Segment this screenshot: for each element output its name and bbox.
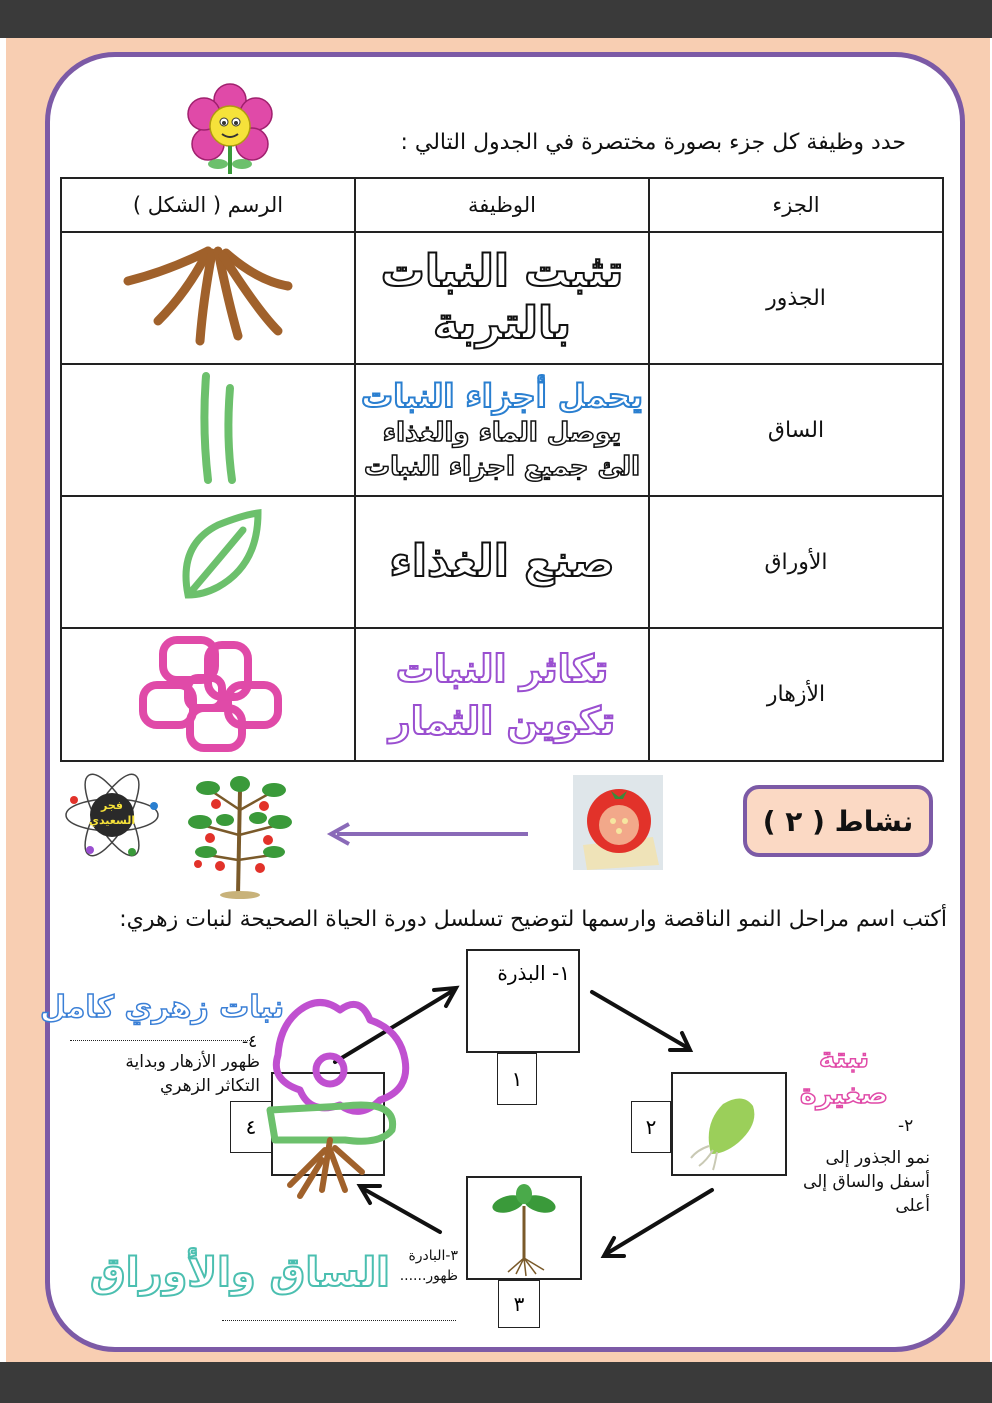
stage2-desc-line1: نمو الجذور إلى xyxy=(825,1148,930,1168)
stage3-number: ٣ xyxy=(498,1280,540,1328)
row-leaves-drawing[interactable] xyxy=(61,496,355,628)
header-drawing: الرسم ( الشكل ) xyxy=(61,178,355,232)
row-stem-part: الساق xyxy=(649,364,943,496)
row-roots-drawing[interactable] xyxy=(61,232,355,364)
table-row xyxy=(61,232,943,364)
atom-text-line1: فجر xyxy=(101,799,123,812)
atom-logo xyxy=(62,770,162,860)
seedling-icon xyxy=(468,1178,580,1278)
plant-parts-table xyxy=(60,177,944,762)
stage2-handwritten-line2: صغيرة xyxy=(799,1077,889,1110)
task-instruction: أكتب اسم مراحل النمو الناقصة وارسمها لتوضيح تسلسل دورة الحياة الصحيحة لنبات زهري: xyxy=(119,907,947,932)
stage2-box[interactable] xyxy=(671,1072,787,1176)
tomato-plant-icon xyxy=(180,770,300,900)
stage4-box[interactable] xyxy=(271,1072,385,1176)
row-roots-function[interactable] xyxy=(355,232,649,364)
atom-text xyxy=(82,798,142,828)
stage3-answer-line[interactable] xyxy=(222,1320,456,1321)
row-flowers-drawing[interactable] xyxy=(61,628,355,761)
stage3-label-line2: ظهور...... xyxy=(399,1268,458,1284)
stage2-handwritten xyxy=(784,1040,904,1112)
flower-drawing-icon xyxy=(108,630,308,755)
row-flowers-part: الأزهار xyxy=(649,628,943,761)
stage1-seed-box xyxy=(466,949,580,1053)
row-leaves-function[interactable] xyxy=(355,496,649,628)
row-flowers-function[interactable] xyxy=(355,628,649,761)
row-stem-drawing[interactable] xyxy=(61,364,355,496)
stage4-prefix: ٤- xyxy=(242,1032,258,1052)
roots-function-line1: تثبت النبات xyxy=(380,246,624,297)
stage4-handwritten: نبات زهري كامل xyxy=(40,990,285,1025)
sprouting-seed-icon xyxy=(673,1074,785,1174)
stage2-desc-line2: أسفل والساق إلى xyxy=(803,1172,930,1192)
tomato-slice-icon xyxy=(573,775,663,870)
roots-drawing-icon xyxy=(108,241,308,351)
stem-drawing-icon xyxy=(108,368,308,488)
stage1-label: ١- البذرة xyxy=(497,961,570,985)
arrow-left-icon xyxy=(323,822,533,846)
stage2-number: ٢ xyxy=(631,1101,671,1153)
stem-function-line2: يوصل الماء والغذاء xyxy=(382,418,622,448)
stage3-label xyxy=(378,1246,458,1286)
row-leaves-part: الأوراق xyxy=(649,496,943,628)
leaves-function-line1: صنع الغذاء xyxy=(389,536,615,587)
row-roots-part: الجذور xyxy=(649,232,943,364)
stage4-answer-line[interactable] xyxy=(70,1040,254,1041)
atom-text-line2: السعيدي xyxy=(88,814,136,827)
stage3-handwritten: الساق والأوراق xyxy=(90,1250,390,1296)
stage2-prefix: ٢- xyxy=(898,1116,914,1136)
stage4-desc-line2: التكاثر الزهري xyxy=(159,1076,260,1096)
instruction-text: حدد وظيفة كل جزء بصورة مختصرة في الجدول التالي : xyxy=(400,130,906,155)
stage2-description xyxy=(790,1146,930,1218)
header-function: الوظيفة xyxy=(355,178,649,232)
flower-character-icon xyxy=(182,82,278,182)
roots-function-line2: بالتربة xyxy=(432,298,572,349)
stage1-number: ١ xyxy=(497,1053,537,1105)
stage2-desc-line3: أعلى xyxy=(895,1196,930,1216)
stage4-description xyxy=(80,1050,260,1098)
table-header-row xyxy=(61,178,943,232)
activity-title-box: نشاط ( ٢ ) xyxy=(743,785,933,857)
flowers-function-line1: تكاثر النبات xyxy=(395,646,609,691)
bottom-bar xyxy=(0,1362,992,1403)
header-part: الجزء xyxy=(649,178,943,232)
stage4-number: ٤ xyxy=(230,1101,272,1153)
table-row xyxy=(61,364,943,496)
stage4-desc-line1: ظهور الأزهار وبداية xyxy=(125,1052,260,1072)
stage3-label-line1: ٣-البادرة xyxy=(408,1248,458,1264)
table-row xyxy=(61,496,943,628)
flowers-function-line2: تكوين الثمار xyxy=(388,698,616,743)
stage2-handwritten-line1: نبتة xyxy=(818,1041,870,1074)
stem-function-line3: الئ جميع اجزاء النبات xyxy=(363,452,641,482)
stage3-seedling-box xyxy=(466,1176,582,1280)
row-stem-function[interactable] xyxy=(355,364,649,496)
leaf-drawing-icon xyxy=(108,505,308,615)
table-row xyxy=(61,628,943,761)
stem-function-line1: يحمل أجزاء النبات xyxy=(361,377,643,415)
top-bar xyxy=(0,0,992,38)
